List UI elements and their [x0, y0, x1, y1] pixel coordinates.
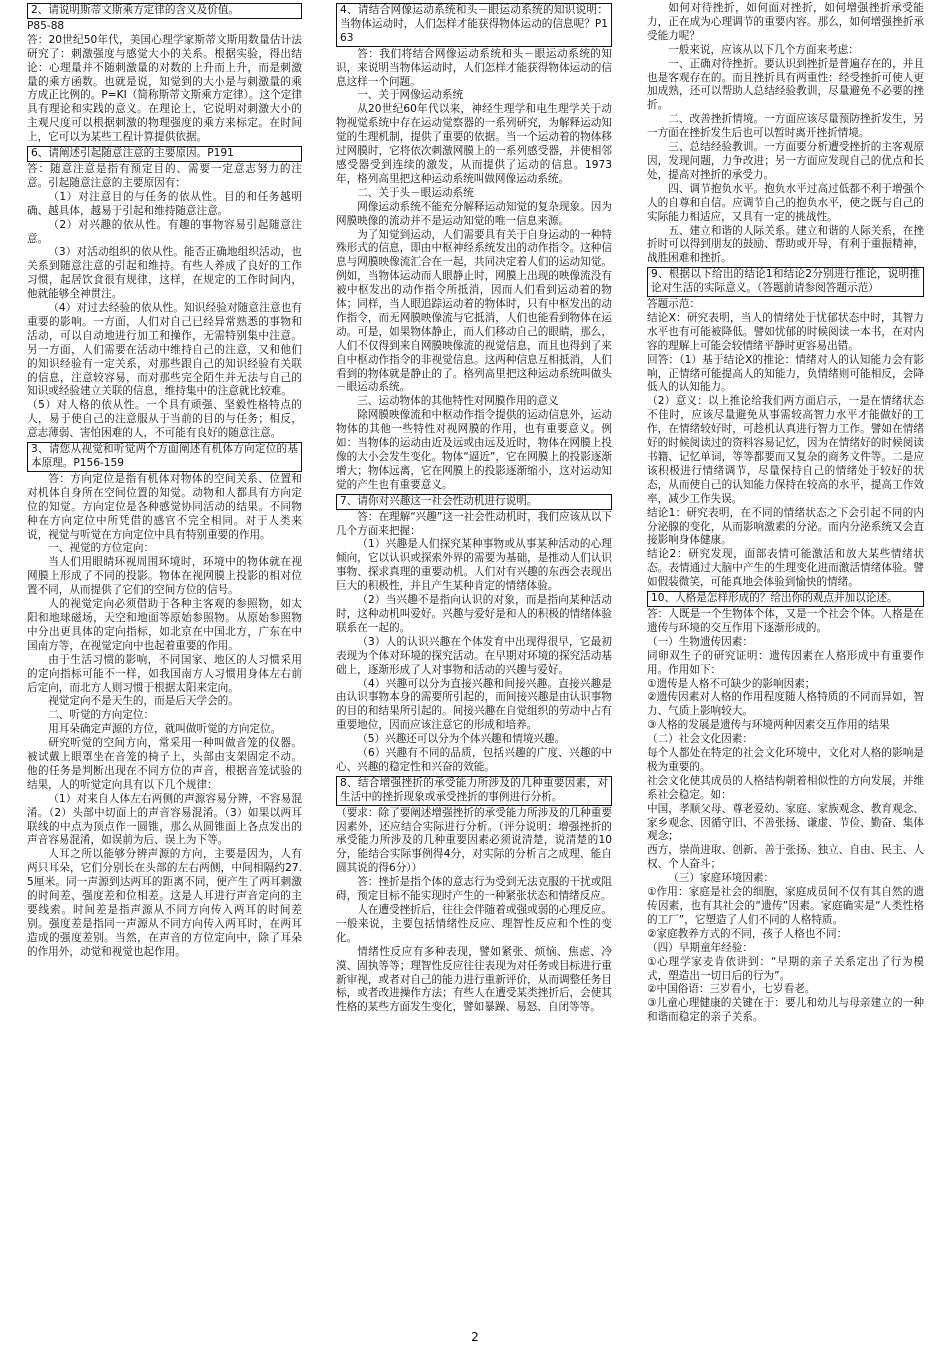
- paragraph: （3）人的认识兴趣在个体发育中出现得很早，它最初表现为个体对环境的探究活动。在早期对环境的探究活动基础上，逐渐形成了人对事物和活动的兴趣与爱好。: [336, 635, 612, 676]
- paragraph: 答题示范：: [647, 298, 700, 311]
- question-heading: 2、请说明斯蒂文斯乘方定律的含义及价值。: [27, 3, 302, 19]
- paragraph: 答：随意注意是指有预定目的、需要一定意志努力的注意。引起随意注意的主要原因有：: [27, 162, 302, 189]
- paragraph: 同卵双生子的研究证明：遗传因素在人格形成中有重要作用。作用如下：: [647, 649, 924, 676]
- paragraph: 一、正确对待挫折。要认识到挫折是普遍存在的，并且也是客观存在的。而且挫折具有两重性：经受挫折可使人更加成熟，还可以帮助人总结经验教训，尽量避免不必要的挫折。: [647, 57, 924, 112]
- paragraph: 视觉定向不是天生的，而是后天学会的。: [48, 695, 239, 708]
- question-heading: 3、请您从视觉和听觉两个方面阐述有机体方向定位的基本原理。P156-159: [27, 442, 302, 472]
- paragraph: 人在遭受挫折后，往往会伴随着或强或弱的心理反应。一般来说，主要包括情绪性反应、理智性反应和个性的变化。: [336, 904, 612, 944]
- paragraph: 三、总结经验教训。一方面要分析遭受挫折的主客观原因，发现问题，力争改进；另一方面应发现自己的优点和长处，提高对挫折的承受力。: [647, 141, 924, 181]
- paragraph: 如何对待挫折，如何面对挫折，如何增强挫折承受能力，正在成为心理调节的重要内容。那么，如何增强挫折承受能力呢？: [647, 2, 924, 42]
- paragraph: 研究听觉的空间方向，常采用一种叫做音笼的仪器。被试戴上眼罩坐在音笼的椅子上，头部由支架固定不动。他的任务是判断出现在不同方位的声音，根据音笼试验的结果，人的听觉定向具有以下几个规律：: [27, 737, 302, 791]
- paragraph: 回答：（1）基于结论X的推论：情绪对人的认知能力会有影响，正情绪可能提高人的知能力，负情绪则可能相反，会降低人的认知能力。: [647, 353, 924, 394]
- paragraph: 西方，崇尚进取、创新、善于张扬、独立、自由、民主、人权、个人奋斗；: [647, 844, 924, 871]
- paragraph: （1）对注意目的与任务的依从性。目的和任务越明确、越具体，越易于引起和维持随意注意。: [27, 190, 302, 217]
- paragraph: ①遗传是人格不可缺少的影响因素；: [647, 677, 816, 690]
- paragraph: （1）兴趣是人们探究某种事物或从事某种活动的心理倾向，它以认识或探索外界的需要为基础，是推动人们认识事物、探求真理的重要动机。人们对有兴趣的东西会表现出巨大的积极性，并且产生某种肯定的情绪体验。: [336, 538, 612, 593]
- paragraph: 三、运动物体的其他特性对网膜作用的意义: [357, 395, 559, 408]
- paragraph: 人耳之所以能够分辨声源的方向，主要是因为，人有两只耳朵，它们分别长在头部的左右两侧，中间相隔约27.5厘米。同一声源到达两耳的距离不同，便产生了两耳刺激的时间差、强度差和位相差。这是人耳进行声音定向的主要线索。时间差是指声源从不同方向传入两耳的时间差别。强度差是指同一声源从不同方向传入两耳时，在两耳造成的强度差别。当然，在声音的方位定向中，除了耳朵的作用外，动觉和视觉也起作用。: [27, 848, 302, 958]
- paragraph: 一、视觉的方位定向：: [48, 542, 155, 555]
- paragraph: 由于生活习惯的影响，不同国家、地区的人习惯采用的定向指标可能不一样，如我国南方人习惯用身体左右前后定向，而北方人则习惯于根据太阳来定向。: [27, 653, 302, 694]
- paragraph: ①心理学家麦肯依讲到：“早期的亲子关系定出了行为模式，塑造出一切日后的行为”。: [647, 955, 924, 982]
- paragraph: 情绪性反应有多种表现，譬如紧张、烦恼、焦虑、冷漠、固执等等；理智性反应往往表现为对任务或目标进行重新审视，或者对自己的能力进行重新评价，从而调整任务目标，或者改进操作方法；有些人在遭受某类挫折后，会使其性格的某些方面发生变化，譬如暴躁、易怒、自闭等等。: [336, 945, 612, 1014]
- paragraph: （二）社会文化因素：: [647, 733, 753, 746]
- paragraph: 答：方向定位是指有机体对物体的空间关系、位置和对机体自身所在空间位置的知觉。动物和人都具有方向定位的知觉。方向定位是各种感觉协同活动的结果。不同物种在方向定位中所凭借的感官不完全相同。对于人类来说，视觉与听觉在方向定位中具有特别重要的作用。: [27, 472, 302, 541]
- paragraph: （2）意义：以上推论给我们两方面启示，一是在情绪状态不佳时，应该尽量避免从事需较高智力水平才能做好的工作，在情绪较好时，可趁机认真进行智力工作。譬如在情绪好的时候阅读过的资料容易记忆，因为在情绪好的时候阅读书籍、记忆单词，等等都要而又复杂的商务文件等。二是应该积极进行情绪调节，尽量保持自己的情绪处于较好的状态，从而使自己的认知能力保持在较高的水平，提高工作效率，减少工作失误。: [647, 395, 924, 505]
- paragraph: （2）当兴趣不是指向认识的对象，而是指向某种活动时，这种动机叫爱好。兴趣与爱好是和人的积极的情绪体验联系在一起的。: [336, 594, 612, 634]
- paragraph: （4）兴趣可以分为直接兴趣和间接兴趣。直接兴趣是由认识事物本身的需要所引起的，而间接兴趣是由认识事物的目的和结果所引起的。间接兴趣在自觉组织的劳动中占有重要地位，因而应该注意它的形成和培养。: [336, 677, 612, 732]
- paragraph: ③人格的发展是遗传与环境两种因素交互作用的结果: [647, 719, 890, 732]
- paragraph: （6）兴趣有不同的品质，包括兴趣的广度、兴趣的中心、兴趣的稳定性和兴奋的效能。: [336, 747, 612, 773]
- paragraph: 结论X：研究表明，当人的情绪处于忧郁状态中时，其智力水平也有可能被降低。譬如忧郁的时候阅读一本书，在对内容的理解上可能会较情绪平静时更容易出错。: [647, 311, 924, 352]
- paragraph: 每个人都处在特定的社会文化环境中，文化对人格的影响是极为重要的。: [647, 747, 924, 773]
- paragraph: 人的视觉定向必须借助于各种主客观的参照物，如太阳和地球磁场，天空和地面等原始参照物。从原始参照物中分出更具体的定向指标，如北京在中国北方，广东在中国南方等，在视觉定向中也起着重要的作用。: [27, 598, 302, 652]
- paragraph: 网像运动系统不能充分解释运动知觉的复杂现象。因为网膜映像的流动并不是运动知觉的唯一信息来源。: [336, 200, 612, 227]
- paragraph: ①作用：家庭是社会的细胞，家庭成员间不仅有其自然的遗传因素，也有其社会的“遗传”因素。家庭确实是“人类性格的工厂”，它塑造了人们不同的人格特质。: [647, 886, 924, 926]
- paragraph: 用耳朵确定声源的方位，就叫做听觉的方向定位。: [48, 723, 282, 736]
- paragraph: 答：挫折是指个体的意志行为受到无法克服的干扰或阻碍，预定目标不能实现时产生的一种紧张状态和情绪反应。: [336, 876, 612, 903]
- paragraph: 答：在理解“兴趣”这一社会性动机时，我们应该从以下几个方面来把握：: [336, 510, 612, 537]
- paragraph: （要求：除了要阐述增强挫折的承受能力所涉及的几种重要因素外，还应结合实际进行分析。（评分说明：增强挫折的承受能力所涉及的几种重要因素必须说清楚，说清楚的10分，能结合实际事例得4分，对实际的分析言之成理、能自圆其说的得6分））: [336, 806, 612, 875]
- paragraph: （四）早期童年经验：: [647, 941, 753, 954]
- paragraph: 结论1：研究表明，在不同的情绪状态之下会引起不同的内分泌腺的变化，从而影响激素的分泌。而内分泌系统又会直接影响身体健康。: [647, 506, 924, 547]
- paragraph: 中国，孝顺父母、尊老爱幼、家庭、家族观念、教育观念、家乡观念、因循守旧、不善张扬、谦虚、节俭、勤奋、集体观念；: [647, 802, 924, 843]
- paragraph: 四、调节抱负水平。抱负水平过高过低都不利于增强个人的自尊和自信。应调节自己的抱负水平，使之既与自己的实际能力相适应，又具有一定的挑战性。: [647, 182, 924, 223]
- paragraph: 从20世纪60年代以来，神经生理学和电生理学关于动物视觉系统中存在运动觉察器的一系列研究，为解释运动知觉的生理机制，提供了重要的依据。当一个运动着的物体移过网膜时，它将依次刺激网膜上的一系列感受器，并使相邻感受器受到连续的激发，从而提供了运动的信息。1973年，格列高里把这种运动系统叫做网像运动系统。: [336, 103, 612, 185]
- paragraph: （5）对人格的依从性。一个具有顽强、坚毅性格特点的人，易于使自己的注意服从于当前的目的与任务；相反，意志薄弱、害怕困难的人，不可能有良好的随意注意。: [27, 399, 302, 440]
- paragraph: 二、改善挫折情境。一方面应该尽量预防挫折发生，另一方面在挫折发生后也可以暂时离开挫折情境。: [647, 113, 924, 140]
- question-heading: 7、请你对兴趣这一社会性动机进行说明。: [336, 494, 612, 510]
- paragraph: ③儿童心理健康的关键在于：要儿和幼儿与母亲建立的一种和谐而稳定的亲子关系。: [647, 997, 924, 1024]
- paragraph: P85-88: [27, 19, 65, 32]
- paragraph: 答：我们将结合网像运动系统和头－眼运动系统的知识，来说明当物体运动时，人们怎样才能获得物体运动的信息这样一个问题。: [336, 47, 612, 88]
- column-left: [27, 2, 302, 960]
- question-heading: 4、请结合网像运动系统和头－眼运动系统的知识说明：当物体运动时，人们怎样才能获得物体运动的信息呢？P163: [336, 3, 612, 47]
- paragraph: 当人们用眼睛环视周围环境时，环境中的物体就在视网膜上形成了不同的投影。物体在视网膜上投影的相对位置不同，从而提供了它们的空间方位的信号。: [27, 556, 302, 597]
- question-heading: 6、请阐述引起随意注意的主要原因。P191: [27, 146, 302, 162]
- paragraph: 答：20世纪50年代，美国心理学家斯蒂文斯用数量估计法研究了：刺激强度与感觉大小的关系。根据实验，得出结论：心理量并不随刺激量的对数的上升而上升，而是刺激量的乘方函数。也就是说，知觉到的大小是与刺激量的乘方成正比例的。P=KI（简称斯蒂文斯乘方定律）。这个定律具有理论和实践的意义。在理论上，它说明对刺激大小的主观尺度可以根据刺激的物理强度的乘方来标定。在时间上，它可以为某些工程计算提供依据。: [27, 33, 302, 144]
- paragraph: ②遗传因素对人格的作用程度随人格特质的不同而异如，智力、气质上影响较大。: [647, 691, 924, 718]
- page-number: 2: [471, 1330, 479, 1344]
- question-heading: 10、人格是怎样形成的？给出你的观点并加以论述。: [647, 591, 924, 607]
- question-heading: 8、结合增强挫折的承受能力所涉及的几种重要因素，对生活中的挫折现象或承受挫折的事例进行分析。: [336, 776, 612, 806]
- paragraph: （三）家庭环境因素：: [668, 872, 775, 885]
- column-middle: [336, 2, 612, 1015]
- question-heading: 9、根据以下给出的结论1和结论2分别进行推论，说明推论对生活的实际意义。（答题前请参阅答题示范）: [647, 267, 924, 297]
- column-right: [647, 2, 924, 1025]
- paragraph: 除网膜映像流和中枢动作指令提供的运动信息外，运动物体的其他一些特性对视网膜的作用，也有重要意义。例如：当物体的运动由近及远或由远及近时，物体在网膜上投像的大小会发生变化。物体“逼近”，它在网膜上的投影逐渐增大；物体远离，它在网膜上的投影逐渐缩小，这对运动知觉的产生也有重要意义。: [336, 409, 612, 491]
- paragraph: （5）兴趣还可以分为个体兴趣和情境兴趣。: [357, 733, 566, 746]
- paragraph: （4）对过去经验的依从性。知识经验对随意注意也有重要的影响。一方面，人们对自己已经异常熟悉的事物和活动，可以自动地进行加工和操作，无需特别集中注意。另一方面，人们需要在活动中维持自己的注意，又和他们的知识经验有一定关系，对那些跟自己的知识经验有关联的信息，注意较容易，而对那些完全陌生并无法与自己的知识或经验建立关联的信息，维持集中的注意就比较难。: [27, 302, 302, 398]
- paragraph: （1）对来自人体左右两侧的声源容易分辨，不容易混淆。（2）头部中切面上的声音容易混淆。（3）如果以两耳联线的中点为顶点作一圆锥，那么从圆锥面上各点发出的声音容易混淆，如误前为后、误上为下等。: [27, 792, 302, 847]
- paragraph: 答：人既是一个生物体个体，又是一个社会个体。人格是在遗传与环境的交互作用下逐渐形成的。: [647, 607, 924, 634]
- paragraph: 二、听觉的方向定位：: [48, 709, 155, 722]
- paragraph: ②中国俗语：三岁看小，七岁看老。: [647, 983, 816, 996]
- paragraph: ②家庭教养方式的不同，孩子人格也不同：: [647, 927, 848, 940]
- paragraph: 为了知觉到运动，人们需要具有关于自身运动的一种特殊形式的信息，即由中枢神经系统发出的动作指令。这种信息与网膜映像流汇合在一起，共同决定着人们的运动知觉。例如，当物体运动而人眼静止时，网膜上出现的映像流没有被中枢发出的动作指令所抵消，因而人们看到运动着的物体；同样，当人眼追踪运动着的物体时，只有中枢发出的动作指令，而无网膜映像流与它抵消，人们也能看到物体在运动。可是，如果物体静止，而人们移动自己的眼睛，那么，人们不仅得到来自网膜映像流的视觉信息，而且也得到了来自中枢动作指令的非视觉信息。这两种信息互相抵消，人们看到的物体就是静止的了。格列高里把这种运动系统叫做头－眼运动系统。: [336, 228, 612, 394]
- paragraph: （3）对活动组织的依从性。能否正确地组织活动，也关系到随意注意的引起和维持。有些人养成了良好的工作习惯，起居饮食很有规律，这样，在规定的工作时间内，他就能够全神贯注。: [27, 246, 302, 301]
- paragraph: 结论2：研究发现，面部表情可能激活和放大某些情绪状态。表情通过大脑中产生的生理变化进而激活情绪体验。譬如假装微笑，可能真地会体验到愉快的情绪。: [647, 548, 924, 589]
- paragraph: 五、建立和谐的人际关系。建立和谐的人际关系，在挫折时可以得到朋友的鼓励、帮助或开导，有利于重振精神，战胜困难和挫折。: [647, 224, 924, 265]
- paragraph: 社会文化使其成员的人格结构朝着相似性的方向发展，并维系社会稳定。如：: [647, 774, 924, 801]
- paragraph: （一）生物遗传因素：: [647, 635, 753, 648]
- paragraph: 一般来说，应该从以下几个方面来考虑：: [668, 43, 859, 56]
- paragraph: 一、关于网像运动系统: [357, 89, 464, 102]
- paragraph: 二、关于头－眼运动系统: [357, 186, 474, 199]
- paragraph: （2）对兴趣的依从性。有趣的事物容易引起随意注意。: [27, 218, 302, 245]
